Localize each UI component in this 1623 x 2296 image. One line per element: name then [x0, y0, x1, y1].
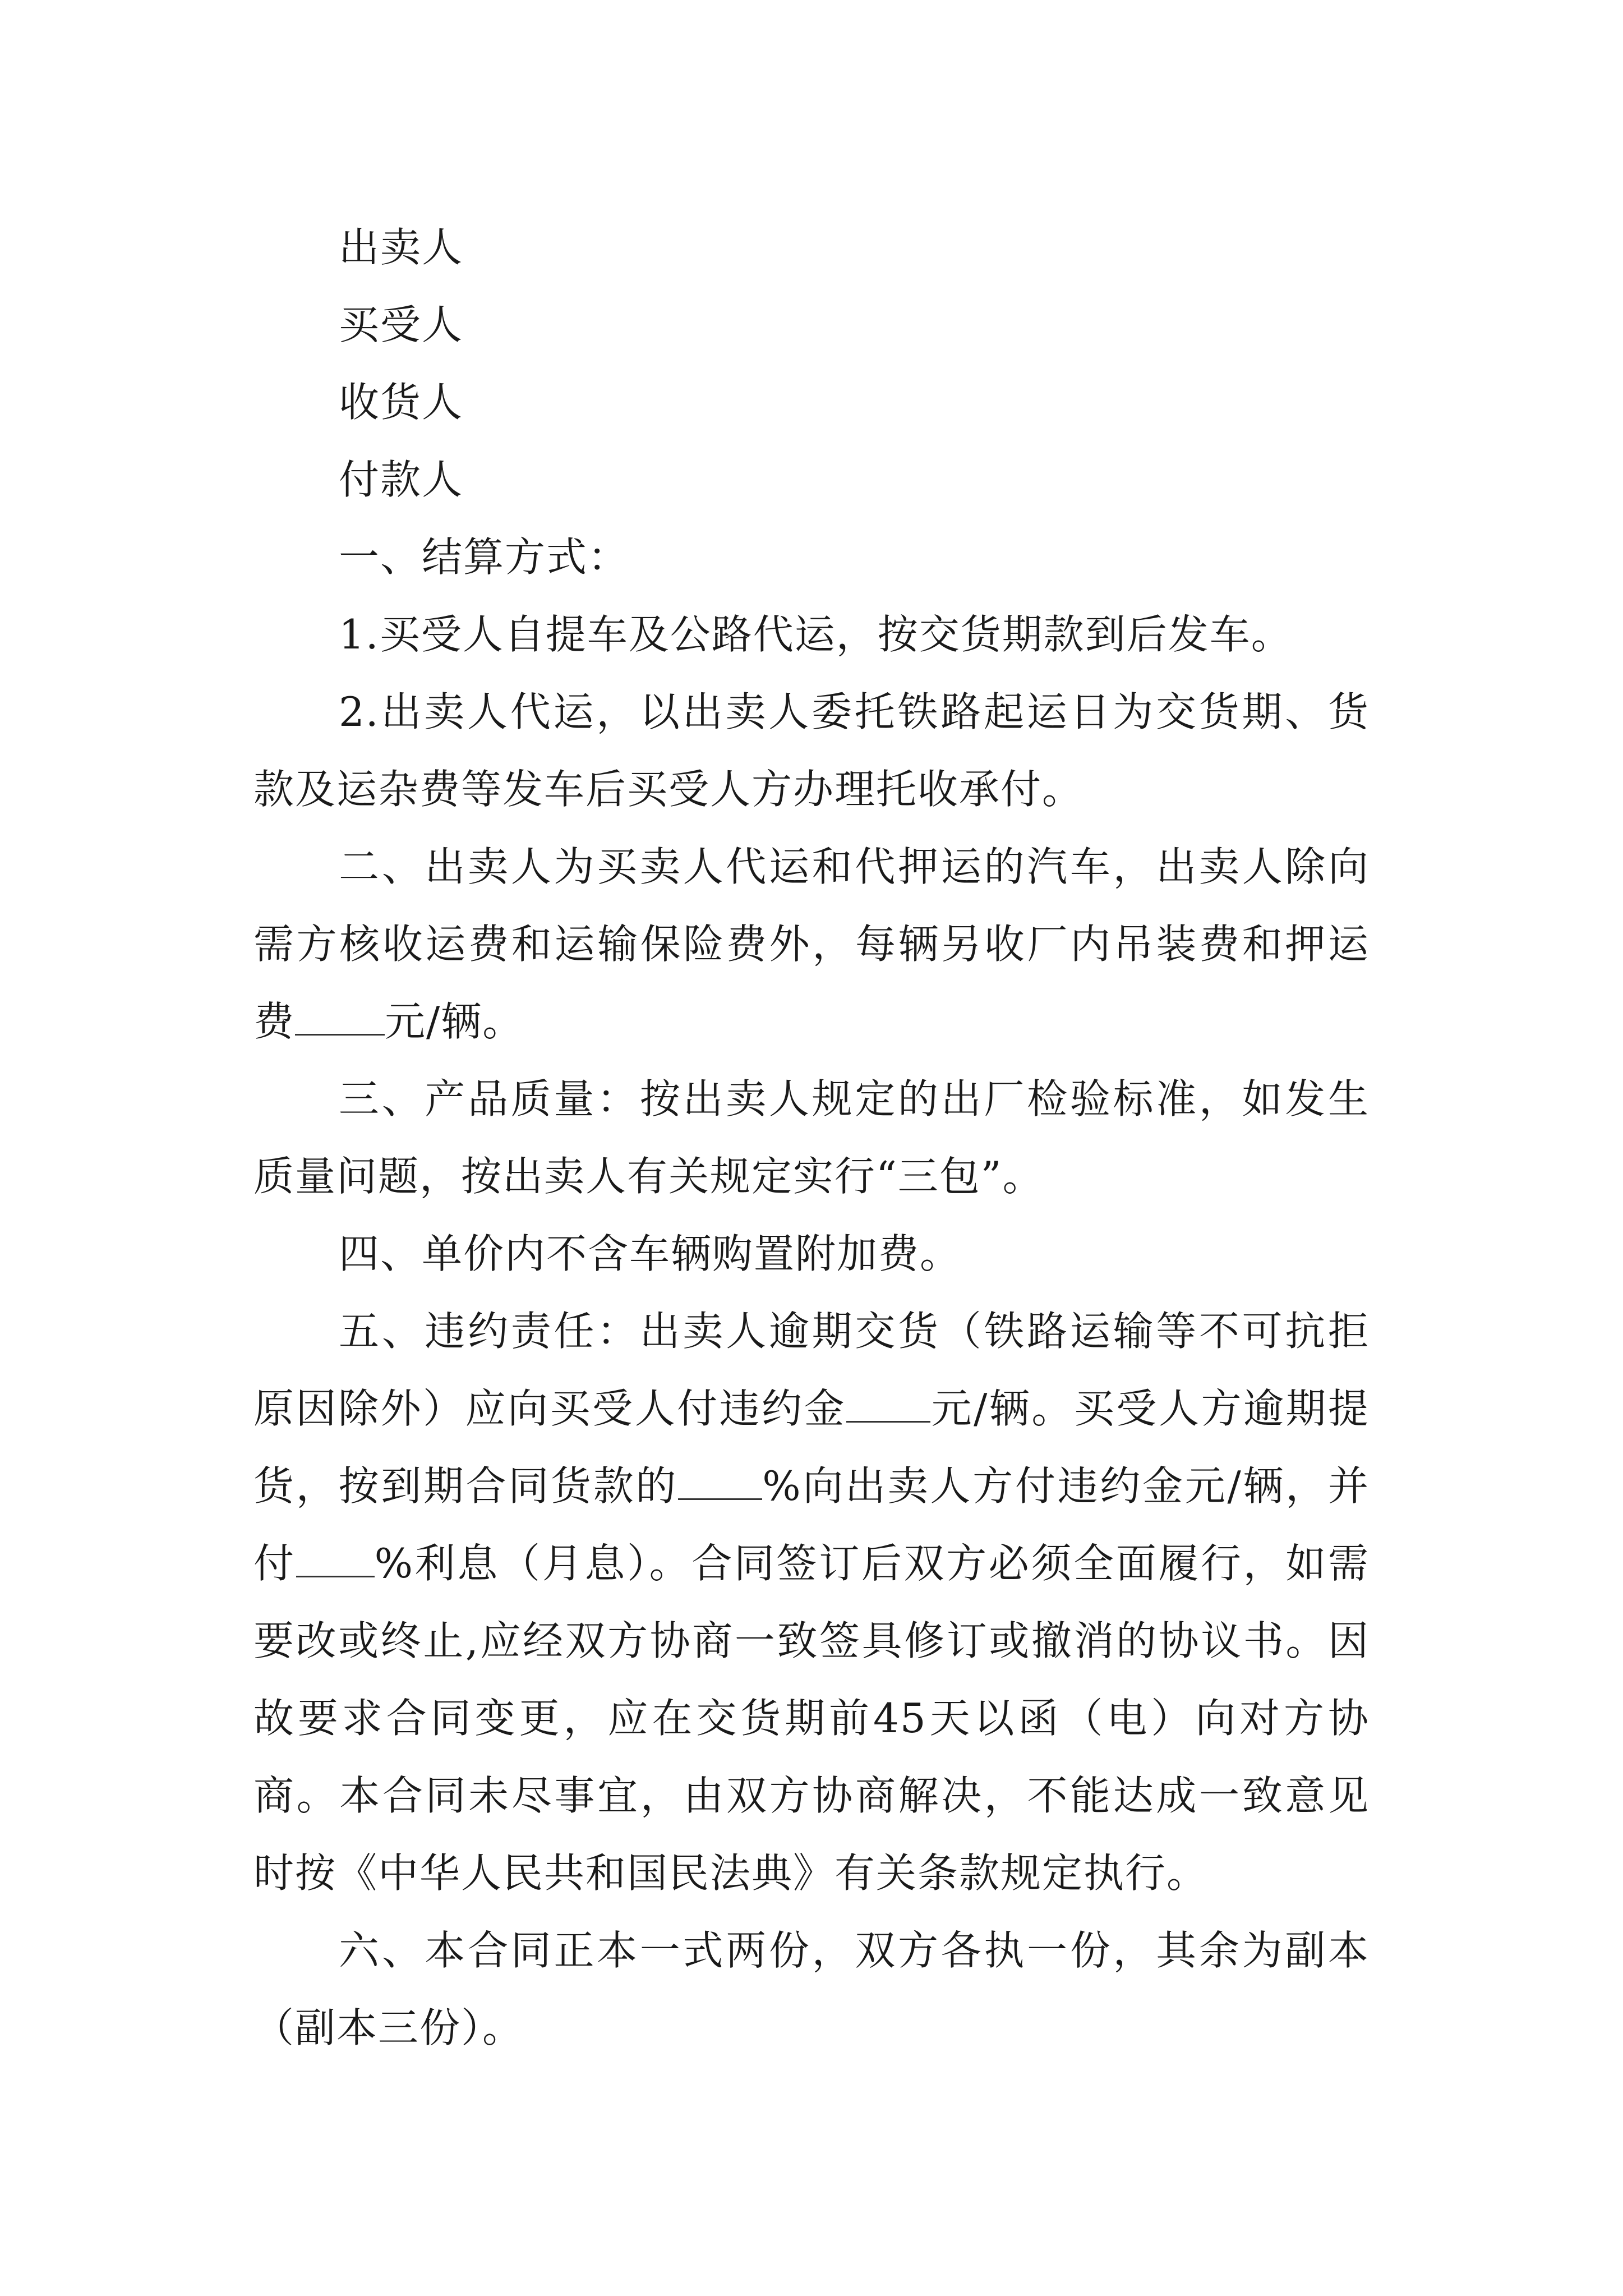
- clause-4-paragraph: 四、单价内不含车辆购置附加费。: [339, 1230, 962, 1277]
- clause-5-part-1: 五、违约责任：出卖人逾期交货（铁路运输等不可抗拒原因除外）应向买受人付违约金: [253, 1308, 1370, 1432]
- clause-3-paragraph: 三、产品质量：按出卖人规定的出厂检验标准，如发生质量问题，按出卖人有关规定实行“三包”。: [253, 1075, 1370, 1200]
- clause-5-part-4: %利息（月息）。合同签订后双方必须全面履行，如需要改或终止,应经双方协商一致签具修订或撤消的协议书。因故要求合同变更，应在交货期前45天以函（电）向对方协商。本合同未尽事宜，由双方协商解决，不能达成一致意见时按《中华人民共和国民法典》有关条款规定执行。: [253, 1540, 1370, 1897]
- fill-blank-interest-percent: [296, 1541, 375, 1577]
- settlement-item-1: 1.买受人自提车及公路代运，按交货期款到后发车。: [339, 611, 1293, 658]
- party-buyer-label: 买受人: [339, 301, 464, 348]
- clause-5-paragraph: [253, 1292, 1370, 1912]
- clause-5-part-3: %向出卖人方付违约金元/辆，并付: [253, 1462, 1370, 1587]
- party-seller-label: 出卖人: [339, 224, 464, 271]
- fill-blank-penalty-percent: [678, 1464, 762, 1500]
- fill-blank-loading-fee: [295, 999, 385, 1036]
- settlement-item-2: 2.出卖人代运，以出卖人委托铁路起运日为交货期、货款及运杂费等发车后买受人方办理托收承付。: [253, 688, 1370, 813]
- clause-2-text-before: 二、出卖人为买卖人代运和代押运的汽车，出卖人除向需方核收运费和运输保险费外，每辆另收厂内吊装费和押运费: [253, 843, 1370, 1045]
- fill-blank-penalty-amount: [846, 1386, 930, 1423]
- party-consignee-label: 收货人: [339, 379, 464, 426]
- clause-2-paragraph: [253, 828, 1370, 1060]
- party-payer-label: 付款人: [339, 456, 464, 503]
- clause-5-part-2: 元/辆。买受人方逾期提货，按到期合同货款的: [253, 1385, 1370, 1510]
- settlement-heading: 一、结算方式：: [339, 533, 630, 581]
- clause-2-text-after: 元/辆。: [385, 998, 524, 1045]
- contract-body: [253, 209, 1370, 2067]
- clause-6-paragraph: 六、本合同正本一式两份，双方各执一份，其余为副本（副本三份）。: [253, 1927, 1370, 2051]
